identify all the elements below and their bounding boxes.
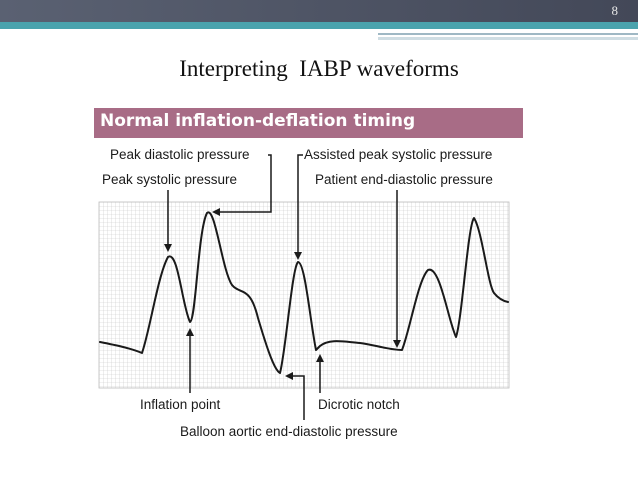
label-dicrotic-notch: Dicrotic notch bbox=[318, 397, 400, 412]
label-assisted-peak-systolic-pressure: Assisted peak systolic pressure bbox=[304, 147, 493, 162]
label-peak-diastolic-pressure: Peak diastolic pressure bbox=[110, 147, 250, 162]
label-peak-systolic-pressure: Peak systolic pressure bbox=[102, 172, 238, 187]
label-patient-end-diastolic-pressure: Patient end-diastolic pressure bbox=[315, 172, 493, 187]
label-balloon-aortic-end-diastolic-pressure: Balloon aortic end-diastolic pressure bbox=[180, 424, 398, 439]
figure-heading: Normal inflation-deflation timing bbox=[100, 111, 416, 131]
slide-number: 8 bbox=[611, 3, 618, 18]
label-inflation-point: Inflation point bbox=[140, 397, 221, 412]
grid-area bbox=[99, 202, 509, 388]
slide-title: Interpreting IABP waveforms bbox=[179, 56, 459, 81]
